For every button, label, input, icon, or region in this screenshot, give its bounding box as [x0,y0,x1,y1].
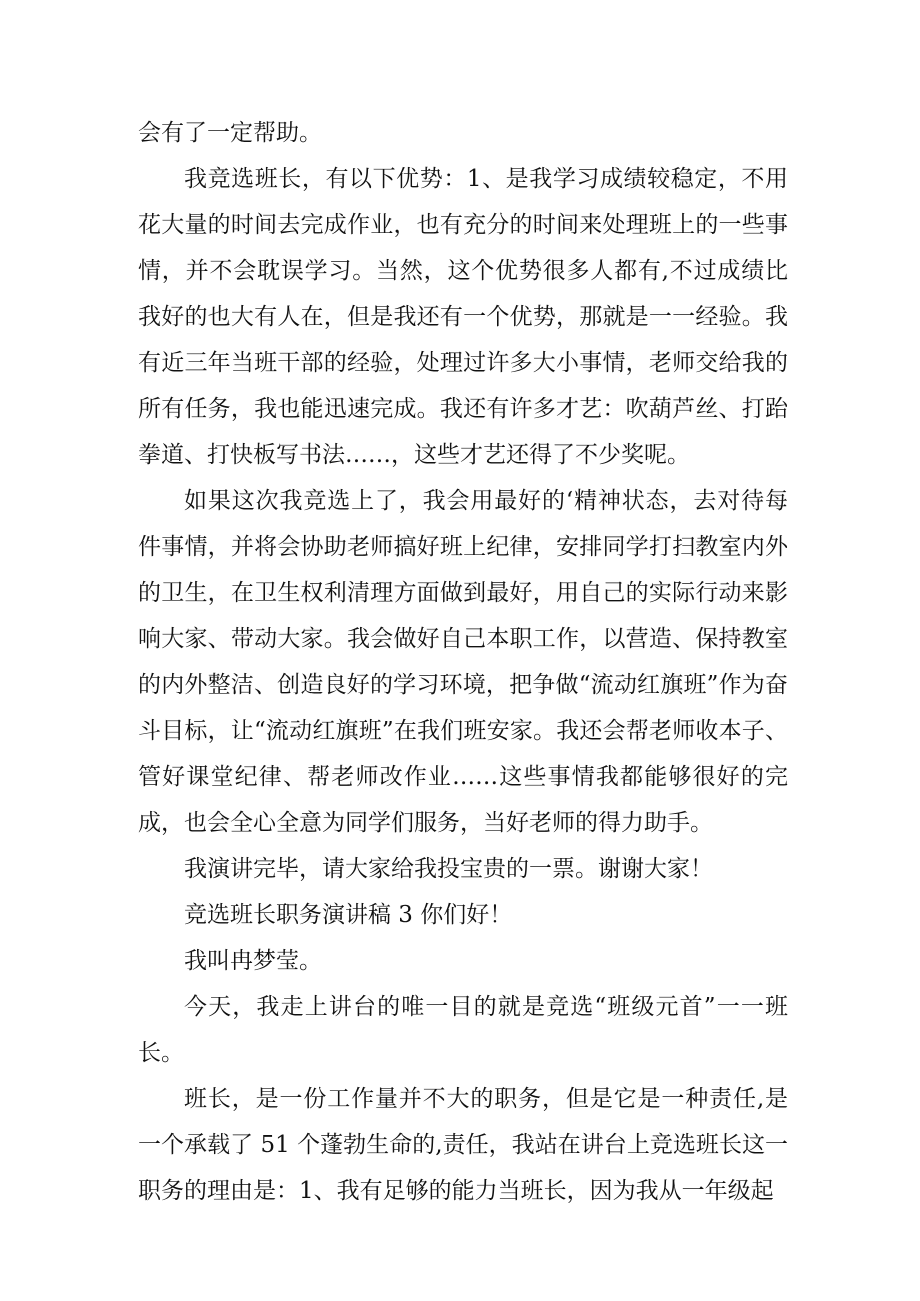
paragraph-6: 我叫冉梦莹。 [184,948,322,974]
paragraph-1: 会有了一定帮助。 [138,120,322,146]
paragraph-3: 如果这次我竞选上了，我会用最好的‘精神状态，去对待每件事情，并将会协助老师搞好班上纪律，安排同学打扫教室内外的卫生，在卫生权利清理方面做到最好，用自己的实际行动来影响大家、带动大家。我会做好自己本职工作，以营造、保持教室的内外整洁、创造良好的学习环境，把争做“流动红旗班”作为奋斗目标，让“流动红旗班”在我们班安家。我还会帮老师收本子、管好课堂纪律、帮老师改作业……这些事情我都能够很好的完成，也会全心全意为同学们服务，当好老师的得力助手。 [138,488,788,836]
paragraph-8: 班长，是一份工作量并不大的职务，但是它是一种责任,是一个承载了 51 个蓬勃生命的,责任，我站在讲台上竞选班长这一职务的理由是：1、我有足够的能力当班长，因为我从一年级起 [138,1086,788,1204]
paragraph-7: 今天，我走上讲台的唯一目的就是竞选“班级元首”一一班长。 [138,994,788,1066]
paragraph-2: 我竞选班长，有以下优势：1、是我学习成绩较稳定，不用花大量的时间去完成作业，也有充分的时间来处理班上的一些事情，并不会耽误学习。当然，这个优势很多人都有,不过成绩比我好的也大有人在，但是我还有一个优势，那就是一一经验。我有近三年当班干部的经验，处理过许多大小事情，老师交给我的所有任务，我也能迅速完成。我还有许多才艺：吹葫芦丝、打跆拳道、打快板写书法……，这些才艺还得了不少奖呢。 [138,166,788,468]
document-body [138,110,788,1214]
paragraph-4: 我演讲完毕，请大家给我投宝贵的一票。谢谢大家！ [184,856,713,882]
paragraph-5: 竞选班长职务演讲稿 3 你们好！ [184,902,513,928]
